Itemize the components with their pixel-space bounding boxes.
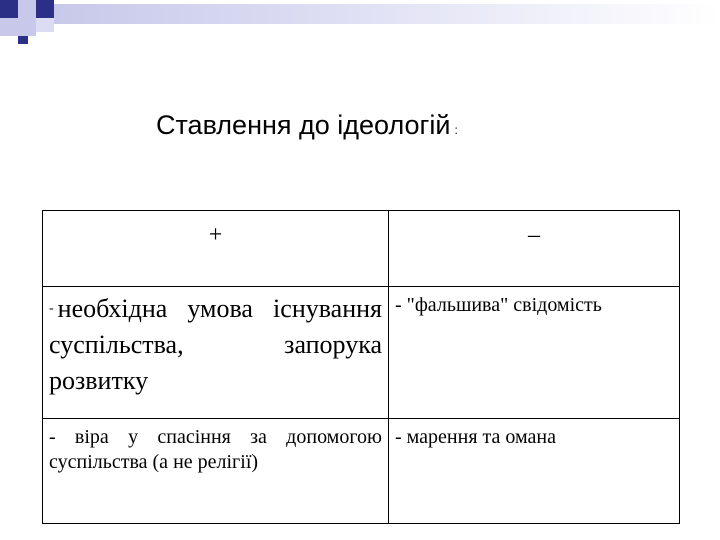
table-header-row [43,211,680,287]
header-cell-plus: + [43,211,389,287]
cell-text: - "фальшива" свідомість [395,294,602,316]
decor-square [36,18,54,32]
cell-text: - марення та омана [395,426,556,448]
slide-title [156,110,458,141]
comparison-table [42,210,680,524]
bullet-dash: - [49,301,54,316]
decor-square [0,18,18,36]
table-row [43,287,680,419]
cell-text: - віра у спасіння за допомогою суспільства (а не релігії) [49,426,382,473]
header-cell-minus: – [389,211,680,287]
decor-square [18,18,36,36]
decor-square [0,0,18,18]
decor-square [18,0,36,18]
decor-square [18,36,28,44]
cell-text: необхідна умова існування суспільства, запорука розвитку [49,294,382,395]
table-cell [43,419,389,524]
slide-title-text: Ставлення до ідеологій [156,110,451,140]
table-row [43,419,680,524]
table-cell [389,287,680,419]
slide-header-decoration [0,0,720,40]
decor-gradient-bar [54,4,720,24]
table-cell [389,419,680,524]
table-cell [43,287,389,419]
decor-square [36,0,54,18]
slide-title-colon: : [454,123,458,137]
